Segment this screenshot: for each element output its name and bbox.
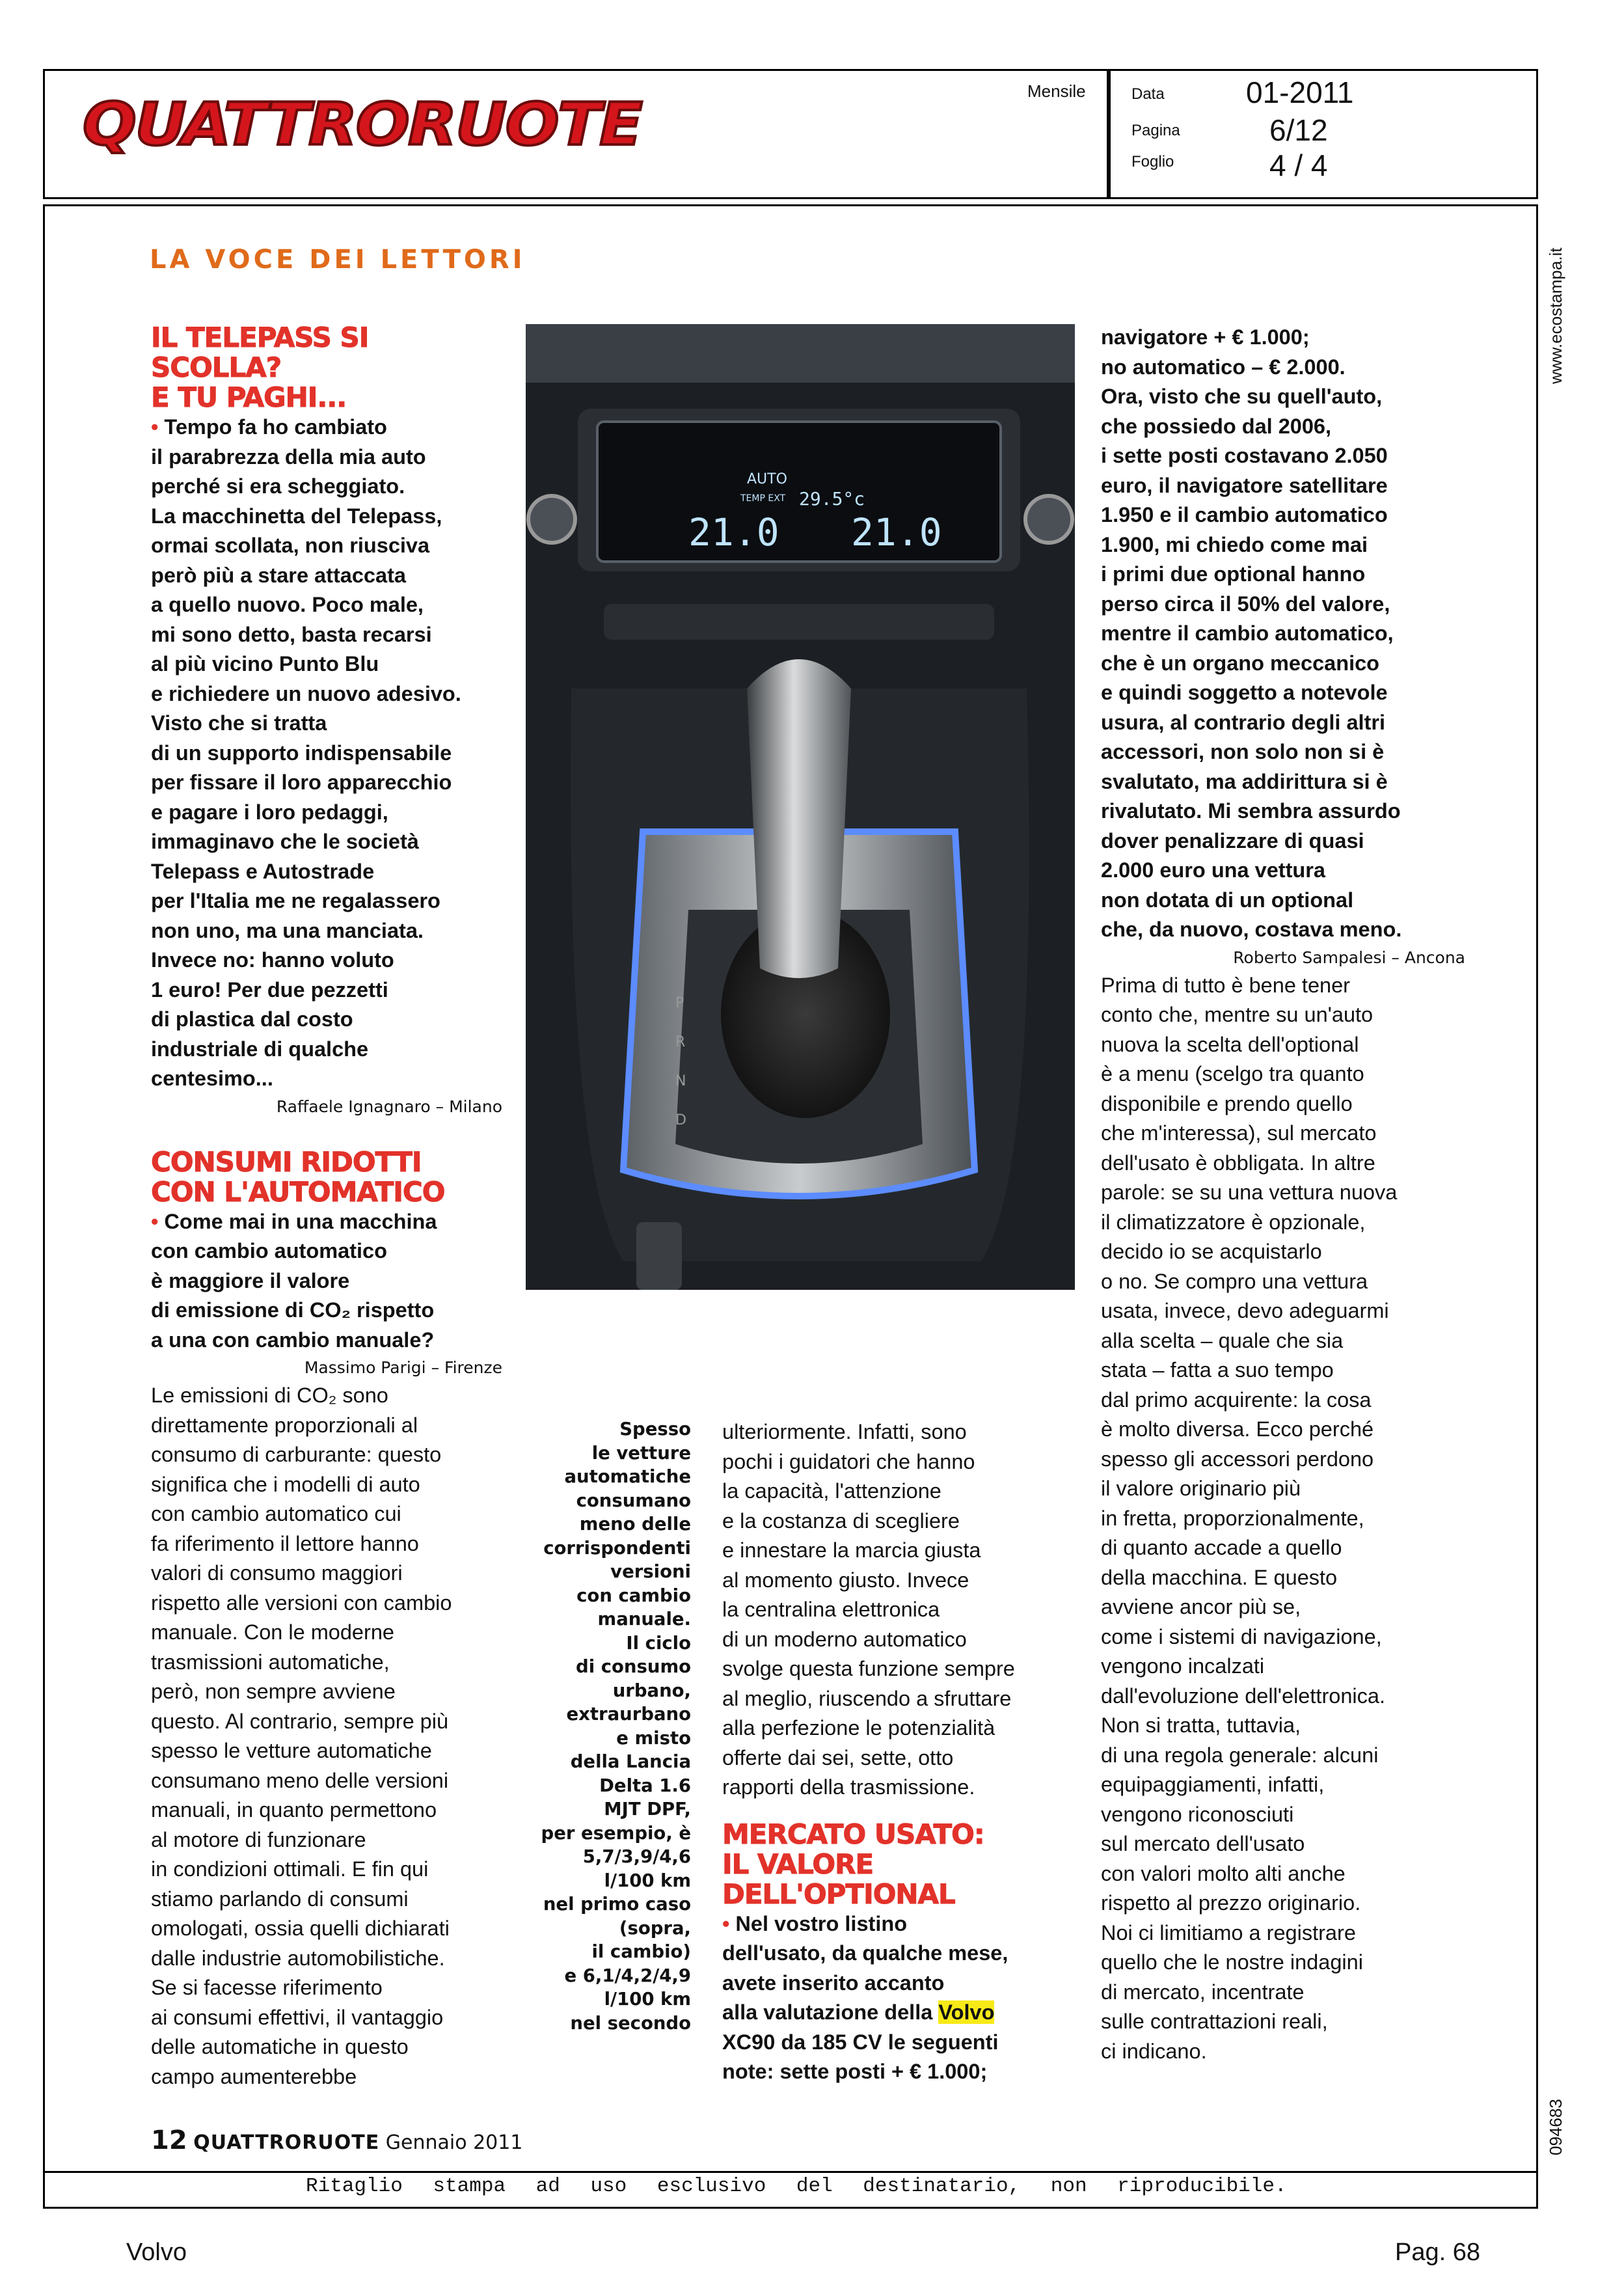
data-label: Data xyxy=(1131,85,1165,103)
text-line: usura, al contrario degli altri xyxy=(1101,710,1386,734)
text-line: Spesso xyxy=(619,1419,691,1440)
text-line: il climatizzatore è opzionale, xyxy=(1101,1210,1366,1234)
text-line: la centralina elettronica xyxy=(722,1598,940,1621)
text-line: Se si facesse riferimento xyxy=(151,1976,383,1999)
text-line: parole: se su una vettura nuova xyxy=(1101,1180,1398,1204)
column-3 xyxy=(1101,323,1465,2066)
text-line: e quindi soggetto a notevole xyxy=(1101,681,1388,704)
bullet: • xyxy=(151,1209,165,1233)
text-line: direttamente proporzionali al xyxy=(151,1413,418,1437)
text-line: significa che i modelli di auto xyxy=(151,1472,420,1496)
display-mode: AUTO xyxy=(747,471,787,487)
text-line: MJT DPF, xyxy=(604,1799,691,1820)
column-2 xyxy=(722,1417,1087,2087)
text-line: corrispondenti xyxy=(543,1537,691,1559)
header-divider xyxy=(1107,71,1111,197)
text-line: alla perfezione le potenzialità xyxy=(722,1716,995,1740)
text-line: ai consumi effettivi, il vantaggio xyxy=(151,2005,444,2029)
text-line: però, non sempre avviene xyxy=(151,1680,396,1703)
text-line: con cambio automatico xyxy=(151,1239,387,1262)
text-line: pochi i guidatori che hanno xyxy=(722,1449,975,1473)
text-line: vengono incalzati xyxy=(1101,1654,1265,1678)
text-line: manuale. Con le moderne xyxy=(151,1620,394,1644)
text-line: vengono riconosciuti xyxy=(1101,1802,1294,1826)
text-line: per l'Italia me ne regalassero xyxy=(151,889,440,912)
text-line: centesimo... xyxy=(151,1067,273,1090)
text-line: dell'usato, da qualche mese, xyxy=(722,1941,1008,1965)
text-line: stiamo parlando di consumi xyxy=(151,1887,409,1911)
text-line: 1 euro! Per due pezzetti xyxy=(151,977,388,1002)
text-line: è maggiore il valore xyxy=(151,1268,350,1292)
text-line: urbano, xyxy=(612,1680,691,1701)
text-line: è a menu (scelgo tra quanto xyxy=(1101,1062,1364,1085)
text-line: e richiedere un nuovo adesivo. xyxy=(151,681,461,705)
bullet: • xyxy=(722,1911,736,1935)
text-line: e misto xyxy=(616,1727,691,1749)
text-line: rispetto alle versioni con cambio xyxy=(151,1590,452,1615)
foglio-value: 4 / 4 xyxy=(1269,148,1328,182)
text-line: euro, il navigatore satellitare xyxy=(1101,473,1388,497)
text-line: Telepass e Autostrade xyxy=(151,859,375,883)
text-line: al meglio, riuscendo a sfruttare xyxy=(722,1686,1012,1710)
text-line: al momento giusto. Invece xyxy=(722,1568,969,1592)
text-line: navigatore + € 1.000; xyxy=(1101,325,1310,349)
text-line: nel primo caso xyxy=(543,1894,691,1915)
bottom-left-label: Volvo xyxy=(126,2239,187,2266)
text-line: con cambio automatico cui xyxy=(151,1502,401,1525)
text-line: dover penalizzare di quasi xyxy=(1101,828,1364,853)
display-right-temp: 21.0 xyxy=(851,510,942,554)
text-line: ormai scollata, non riusciva xyxy=(151,534,430,557)
text-line: valori di consumo maggiori xyxy=(151,1561,403,1585)
gear-shifter-photo xyxy=(526,324,1075,1290)
text-line: consumano xyxy=(576,1490,691,1511)
text-line: l/100 km xyxy=(604,1989,691,2010)
letter1-text xyxy=(151,413,502,1094)
text-line: o no. Se compro una vettura xyxy=(1101,1269,1368,1293)
text-line: i sette posti costavano 2.050 xyxy=(1101,444,1388,467)
answer3-text xyxy=(1101,971,1465,2067)
text-line: la capacità, l'attenzione xyxy=(722,1479,941,1503)
text-line: l/100 km xyxy=(604,1870,691,1891)
text-line: ci indicano. xyxy=(1101,2039,1207,2063)
text-line: offerte dai sei, sette, otto xyxy=(722,1745,954,1769)
letter3-signature: Roberto Sampalesi – Ancona xyxy=(1233,948,1465,967)
text-line: stata – fatta a suo tempo xyxy=(1101,1358,1334,1382)
text-line: manuale. xyxy=(597,1609,691,1630)
text-line: non uno, ma una manciata. xyxy=(151,918,424,942)
letter2-title: CONSUMI RIDOTTI CON L'AUTOMATICO xyxy=(151,1145,445,1208)
text-line: no automatico – € 2.000. xyxy=(1101,355,1346,379)
text-line: al più vicino Punto Blu xyxy=(151,652,379,676)
text-line: fa riferimento il lettore hanno xyxy=(151,1531,419,1555)
text-line: di una regola generale: alcuni xyxy=(1101,1743,1379,1767)
text-line: questo. Al contrario, sempre più xyxy=(151,1709,449,1733)
text-line: mi sono detto, basta recarsi xyxy=(151,622,432,646)
text-line: per fissare il loro apparecchio xyxy=(151,771,452,794)
text-line: dell'usato è obbligata. In altre xyxy=(1101,1151,1375,1175)
text-line: Delta 1.6 xyxy=(599,1775,691,1796)
foglio-label: Foglio xyxy=(1131,153,1174,171)
text-line: e pagare i loro pedaggi, xyxy=(151,800,388,824)
text-line: e 6,1/4,2/4,9 xyxy=(564,1965,691,1986)
text-line: però più a stare attaccata xyxy=(151,563,406,587)
text-line: il cambio) xyxy=(591,1941,691,1962)
text-line: industriale di qualche xyxy=(151,1037,369,1061)
text-line: note: sette posti + € 1.000; xyxy=(722,2060,988,2083)
letter3-text-cont xyxy=(1101,323,1465,945)
text-line: • Tempo fa ho cambiato xyxy=(151,415,387,439)
text-line: avete inserito accanto xyxy=(722,1971,945,1995)
text-line: Non si tratta, tuttavia, xyxy=(1101,1713,1301,1737)
text-line: rispetto al prezzo originario. xyxy=(1101,1891,1361,1915)
text-line: di quanto accade a quello xyxy=(1101,1536,1342,1559)
data-value: 01-2011 xyxy=(1246,75,1354,109)
text-line: della macchina. E questo xyxy=(1101,1565,1338,1589)
text-line: mentre il cambio automatico, xyxy=(1101,621,1394,645)
text-line: in condizioni ottimali. E fin qui xyxy=(151,1857,429,1881)
text-line: sulle contrattazioni reali, xyxy=(1101,2010,1328,2033)
text-line: Invece no: hanno voluto xyxy=(151,948,394,972)
text-line: avviene ancor più se, xyxy=(1101,1595,1301,1618)
text-line: svalutato, ma addirittura si è xyxy=(1101,769,1388,793)
pagina-value: 6/12 xyxy=(1269,113,1328,147)
ritaglio-notice: Ritaglio stampa ad uso esclusivo del destinatario, non riproducibile. xyxy=(306,2175,1287,2198)
text-line: come i sistemi di navigazione, xyxy=(1101,1624,1382,1648)
text-line: rapporti della trasmissione. xyxy=(722,1775,975,1799)
text-line: dalle industrie automobilistiche. xyxy=(151,1946,445,1970)
bullet: • xyxy=(151,415,165,439)
text-line: i primi due optional hanno xyxy=(1101,562,1366,586)
text-line: di mercato, incentrate xyxy=(1101,1980,1305,2004)
text-line: decido io se acquistarlo xyxy=(1101,1240,1322,1263)
letter3-text-start: • Nel vostro listino dell'usato, da qualche mese, avete inserito accanto alla valutazione della Volvo XC90 da 185 CV le seguenti note: sette posti + € 1.000; xyxy=(722,1909,1087,2087)
bottom-page-label: Pag. 68 xyxy=(1395,2239,1480,2266)
text-line: versioni xyxy=(610,1561,691,1582)
text-line: usata, invece, devo adeguarmi xyxy=(1101,1299,1389,1322)
text-line: automatiche xyxy=(564,1466,691,1487)
text-line: della Lancia xyxy=(570,1751,691,1772)
text-line: Noi ci limitiamo a registrare xyxy=(1101,1920,1356,1945)
text-line: omologati, ossia quelli dichiarati xyxy=(151,1917,450,1940)
text-line: che, da nuovo, costava meno. xyxy=(1101,918,1402,941)
photo-caption xyxy=(521,1417,691,2035)
text-line: a una con cambio manuale? xyxy=(151,1328,435,1352)
text-line: Prima di tutto è bene tener xyxy=(1101,973,1351,997)
text-line: consumano meno delle versioni xyxy=(151,1768,449,1792)
answer2-text xyxy=(151,1381,502,2092)
text-line: delle automatiche in questo xyxy=(151,2035,409,2058)
letter2-text xyxy=(151,1207,502,1356)
text-line: Le emissioni di CO₂ sono xyxy=(151,1384,388,1407)
page-footer: 12 QUATTRORUOTE Gennaio 2011 xyxy=(151,2125,523,2155)
text-line: spesso le vetture automatiche xyxy=(151,1739,432,1762)
text-line: sul mercato dell'usato xyxy=(1101,1832,1305,1855)
text-line: perché si era scheggiato. xyxy=(151,474,405,498)
text-line: accessori, non solo non si è xyxy=(1101,740,1385,763)
text-line: spesso gli accessori perdono xyxy=(1101,1447,1374,1471)
text-line: rivalutato. Mi sembra assurdo xyxy=(1101,799,1401,823)
text-line: di plastica dal costo xyxy=(151,1007,353,1031)
text-line: le vetture xyxy=(591,1442,691,1464)
text-line: manuali, in quanto permettono xyxy=(151,1798,437,1822)
text-line: trasmissioni automatiche, xyxy=(151,1650,390,1674)
text-line: 5,7/3,9/4,6 xyxy=(582,1846,691,1867)
gear-n: N xyxy=(675,1073,686,1089)
magazine-logo: QUATTRORUOTE xyxy=(83,90,642,159)
text-line: il valore originario più xyxy=(1101,1477,1301,1500)
text-line: non dotata di un optional xyxy=(1101,888,1354,912)
text-line: perso circa il 50% del valore, xyxy=(1101,592,1390,616)
section-title: LA VOCE DEI LETTORI xyxy=(150,245,526,275)
text-line: svolge questa funzione sempre xyxy=(722,1657,1015,1680)
letter1-title: IL TELEPASS SI SCOLLA? E TU PAGHI... xyxy=(151,321,369,413)
header-box xyxy=(43,69,1538,199)
letter2-signature: Massimo Parigi – Firenze xyxy=(304,1358,502,1377)
text-line: disponibile e prendo quello xyxy=(1101,1091,1353,1115)
text-line: il parabrezza della mia auto xyxy=(151,444,426,469)
text-line: e la costanza di scegliere xyxy=(722,1508,960,1533)
clip-code: 094683 xyxy=(1546,2099,1565,2155)
text-line: Il ciclo xyxy=(626,1632,691,1654)
periodicity: Mensile xyxy=(1027,81,1086,101)
volvo-highlight: Volvo xyxy=(938,2000,995,2024)
text-line: XC90 da 185 CV le seguenti xyxy=(722,2030,999,2054)
text-line: Ora, visto che su quell'auto, xyxy=(1101,385,1383,408)
text-line: di consumo xyxy=(576,1656,691,1677)
text-line: Visto che si tratta xyxy=(151,711,327,735)
display-temp-label: TEMP EXT xyxy=(740,493,786,504)
text-line: che m'interessa), sul mercato xyxy=(1101,1121,1377,1145)
text-line: equipaggiamenti, infatti, xyxy=(1101,1773,1325,1796)
text-line: di emissione di CO₂ rispetto xyxy=(151,1298,435,1322)
text-line: in fretta, proporzionalmente, xyxy=(1101,1506,1364,1530)
letter3-title: MERCATO USATO: IL VALORE DELL'OPTIONAL xyxy=(722,1818,984,1910)
display-temp: 29.5°c xyxy=(799,488,865,510)
text-line: di un moderno automatico xyxy=(722,1627,967,1651)
display-left-temp: 21.0 xyxy=(688,510,779,554)
text-line: che è un organo meccanico xyxy=(1101,651,1380,675)
text-line: conto che, mentre su un'auto xyxy=(1101,1003,1374,1026)
text-line: per esempio, è xyxy=(541,1822,691,1844)
letter1-signature: Raffaele Ignagnaro – Milano xyxy=(276,1097,502,1116)
gear-p: P xyxy=(675,995,684,1011)
text-line: dal primo acquirente: la cosa xyxy=(1101,1387,1372,1412)
text-line: al motore di funzionare xyxy=(151,1827,366,1851)
text-line: 2.000 euro una vettura xyxy=(1101,858,1325,882)
text-line: nuova la scelta dell'optional xyxy=(1101,1032,1359,1056)
text-line: ulteriormente. Infatti, sono xyxy=(722,1420,967,1443)
text-line: dall'evoluzione dell'elettronica. xyxy=(1101,1684,1385,1708)
text-line: alla scelta – quale che sia xyxy=(1101,1328,1344,1352)
text-line: con valori molto alti anche xyxy=(1101,1861,1346,1885)
text-line: di un supporto indispensabile xyxy=(151,741,452,765)
text-line: extraurbano xyxy=(566,1704,691,1725)
pagina-label: Pagina xyxy=(1131,122,1180,139)
notice-rule xyxy=(43,2171,1538,2173)
text-line: a quello nuovo. Poco male, xyxy=(151,593,424,616)
column-1 xyxy=(151,323,502,2092)
text-line: 1.950 e il cambio automatico xyxy=(1101,503,1388,526)
text-line: quello che le nostre indagini xyxy=(1101,1950,1363,1974)
text-line: meno delle xyxy=(579,1514,691,1535)
text-line: immaginavo che le società xyxy=(151,830,419,853)
gear-d: D xyxy=(675,1112,686,1128)
text-line: • Come mai in una macchina xyxy=(151,1209,437,1233)
text-line: che possiedo dal 2006, xyxy=(1101,414,1332,438)
text-line: campo aumenterebbe xyxy=(151,2064,357,2088)
answer2-continuation xyxy=(722,1417,1087,1803)
text-line: La macchinetta del Telepass, xyxy=(151,504,442,528)
site-url: www.ecostampa.it xyxy=(1546,247,1565,384)
text-line: con cambio xyxy=(576,1585,691,1606)
text-line: • Nel vostro listino xyxy=(722,1911,908,1935)
text-line: (sopra, xyxy=(619,1917,691,1939)
text-line: nel secondo xyxy=(570,2012,691,2034)
text-line: e innestare la marcia giusta xyxy=(722,1538,981,1562)
text-line: 1.900, mi chiedo come mai xyxy=(1101,532,1368,556)
text-line: consumo di carburante: questo xyxy=(151,1443,442,1466)
text-line: è molto diversa. Ecco perché xyxy=(1101,1417,1374,1441)
gear-r: R xyxy=(675,1034,686,1050)
